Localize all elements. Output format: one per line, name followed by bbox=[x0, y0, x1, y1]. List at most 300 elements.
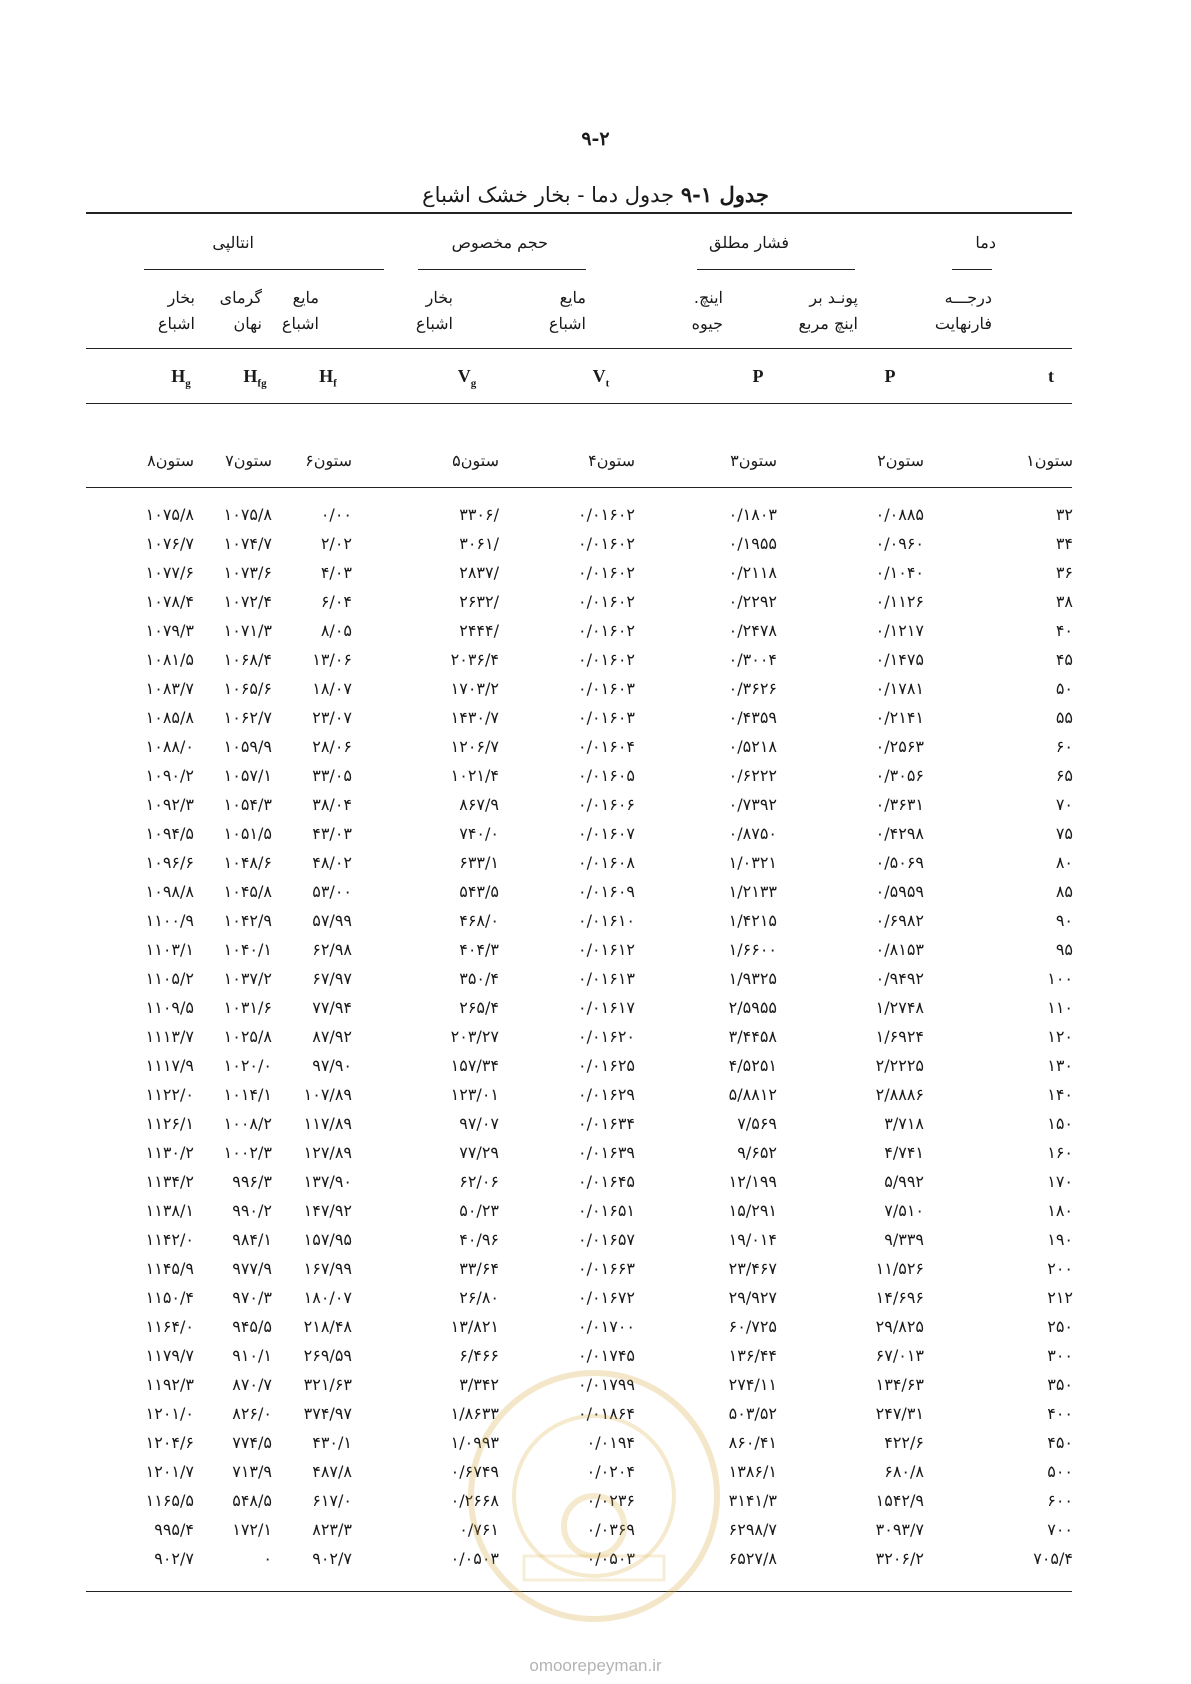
table-cell-col8: ۱۲۰۱/۰ bbox=[145, 1404, 194, 1423]
table-cell-col6: ۱۴۷/۹۲ bbox=[303, 1201, 352, 1220]
table-cell-col2: ۰/۱۲۱۷ bbox=[875, 621, 924, 640]
table-cell-col6: ۲۸/۰۶ bbox=[312, 737, 352, 756]
table-cell-col8: ۱۰۸۱/۵ bbox=[145, 650, 194, 669]
table-cell-col7: ۱۰۰۲/۳ bbox=[223, 1143, 272, 1162]
table-cell-col1: ۸۵ bbox=[1055, 882, 1073, 901]
table-cell-col4: ۰/۰۱۸۶۴ bbox=[578, 1404, 635, 1423]
table-cell-col3: ۱/۰۳۲۱ bbox=[728, 853, 777, 872]
table-cell-col2: ۲۹/۸۲۵ bbox=[875, 1317, 924, 1336]
table-cell-col6: ۴۸/۰۲ bbox=[312, 853, 352, 872]
table-cell-col2: ۰/۱۴۷۵ bbox=[875, 650, 924, 669]
table-cell-col3: ۰/۵۲۱۸ bbox=[728, 737, 777, 756]
table-cell-col4: ۰/۰۱۶۵۱ bbox=[578, 1201, 635, 1220]
table-cell-col2: ۱/۶۹۲۴ bbox=[875, 1027, 924, 1046]
table-cell-col8: ۱۱۴۵/۹ bbox=[145, 1259, 194, 1278]
table-cell-col8: ۱۲۰۱/۷ bbox=[145, 1462, 194, 1481]
table-cell-col5: ۷۴۰/۰ bbox=[459, 824, 499, 843]
table-cell-col5: ۲۶/۸۰ bbox=[459, 1288, 499, 1307]
table-cell-col1: ۷۵ bbox=[1055, 824, 1073, 843]
table-cell-col4: ۰/۰۱۷۹۹ bbox=[578, 1375, 635, 1394]
symbol-c3: P bbox=[752, 366, 764, 386]
subhead-c5-line1: بخار bbox=[425, 288, 453, 307]
subhead-c7-line2: نهان bbox=[233, 314, 262, 333]
table-cell-col4: ۰/۰۱۶۱۷ bbox=[578, 998, 635, 1017]
table-cell-col2: ۰/۴۲۹۸ bbox=[875, 824, 924, 843]
table-cell-col6: ۲۱۸/۴۸ bbox=[303, 1317, 352, 1336]
table-row bbox=[0, 795, 1191, 824]
table-cell-col5: ۶۳۳/۱ bbox=[459, 853, 499, 872]
table-cell-col4: ۰/۰۱۶۱۳ bbox=[578, 969, 635, 988]
table-cell-col1: ۲۱۲ bbox=[1047, 1288, 1073, 1307]
table-cell-col1: ۱۹۰ bbox=[1047, 1230, 1073, 1249]
table-cell-col2: ۳۲۰۶/۲ bbox=[875, 1549, 924, 1568]
table-cell-col8: ۱۱۱۷/۹ bbox=[145, 1056, 194, 1075]
table-cell-col7: ۱۰۴۲/۹ bbox=[223, 911, 272, 930]
header-rule-3 bbox=[86, 487, 1072, 488]
table-cell-col1: ۷۰ bbox=[1055, 795, 1073, 814]
subhead-c4-line1: مایع bbox=[559, 288, 586, 307]
table-cell-col5: ۲۸۳۷/ bbox=[459, 563, 499, 582]
table-cell-col6: ۶۱۷/۰ bbox=[312, 1491, 352, 1510]
table-cell-col5: ۰/۶۷۴۹ bbox=[450, 1462, 499, 1481]
table-row bbox=[0, 1114, 1191, 1143]
table-cell-col5: ۷۷/۲۹ bbox=[459, 1143, 499, 1162]
table-row bbox=[0, 1172, 1191, 1201]
table-row bbox=[0, 1143, 1191, 1172]
table-cell-col8: ۱۱۳۴/۲ bbox=[145, 1172, 194, 1191]
table-cell-col7: ۱۰۴۵/۸ bbox=[223, 882, 272, 901]
table-cell-col6: ۰/۰۰ bbox=[320, 505, 352, 524]
table-cell-col2: ۰/۰۸۸۵ bbox=[875, 505, 924, 524]
table-cell-col2: ۰/۶۹۸۲ bbox=[875, 911, 924, 930]
table-cell-col3: ۳۱۴۱/۳ bbox=[728, 1491, 777, 1510]
table-cell-col6: ۱۶۷/۹۹ bbox=[303, 1259, 352, 1278]
table-cell-col5: ۶۲/۰۶ bbox=[459, 1172, 499, 1191]
group-volume: حجم مخصوص bbox=[451, 233, 548, 252]
table-cell-col6: ۱۵۷/۹۵ bbox=[303, 1230, 352, 1249]
table-cell-col7: ۱۰۵۷/۱ bbox=[223, 766, 272, 785]
table-cell-col5: ۳/۳۴۲ bbox=[459, 1375, 499, 1394]
table-cell-col7: ۱۰۳۷/۲ bbox=[223, 969, 272, 988]
table-row bbox=[0, 505, 1191, 534]
subhead-c3-line1: اینچ. bbox=[693, 288, 723, 307]
table-cell-col5: ۶/۴۶۶ bbox=[459, 1346, 499, 1365]
table-cell-col3: ۱/۴۲۱۵ bbox=[728, 911, 777, 930]
table-cell-col2: ۰/۹۴۹۲ bbox=[875, 969, 924, 988]
table-cell-col6: ۱۰۷/۸۹ bbox=[303, 1085, 352, 1104]
table-row bbox=[0, 650, 1191, 679]
table-cell-col7: ۸۲۶/۰ bbox=[232, 1404, 272, 1423]
table-cell-col5: ۱۴۳۰/۷ bbox=[450, 708, 499, 727]
symbol-c1: t bbox=[1048, 366, 1054, 386]
table-cell-col3: ۱۹/۰۱۴ bbox=[728, 1230, 777, 1249]
table-cell-col3: ۰/۲۱۱۸ bbox=[728, 563, 777, 582]
table-cell-col8: ۱۰۹۴/۵ bbox=[145, 824, 194, 843]
table-cell-col6: ۳۸/۰۴ bbox=[312, 795, 352, 814]
table-row bbox=[0, 998, 1191, 1027]
table-cell-col4: ۰/۰۱۶۴۵ bbox=[578, 1172, 635, 1191]
table-cell-col6: ۷۷/۹۴ bbox=[312, 998, 352, 1017]
table-cell-col5: ۱۳/۸۲۱ bbox=[450, 1317, 499, 1336]
table-cell-col4: ۰/۰۱۶۰۲ bbox=[578, 563, 635, 582]
table-cell-col1: ۱۳۰ bbox=[1047, 1056, 1073, 1075]
table-cell-col7: ۹۷۰/۳ bbox=[232, 1288, 272, 1307]
table-row bbox=[0, 737, 1191, 766]
table-cell-col7: ۱۰۵۹/۹ bbox=[223, 737, 272, 756]
table-cell-col4: ۰/۰۵۰۳ bbox=[586, 1549, 635, 1568]
table-cell-col4: ۰/۰۱۶۳۴ bbox=[578, 1114, 635, 1133]
table-cell-col8: ۱۰۷۸/۴ bbox=[145, 592, 194, 611]
table-cell-col3: ۱۳۶/۴۴ bbox=[728, 1346, 777, 1365]
subhead-c2-line2: اینچ مربع bbox=[798, 314, 858, 333]
table-cell-col4: ۰/۰۱۶۷۲ bbox=[578, 1288, 635, 1307]
table-cell-col1: ۵۰ bbox=[1055, 679, 1073, 698]
table-cell-col1: ۹۰ bbox=[1055, 911, 1073, 930]
table-cell-col5: ۱۷۰۳/۲ bbox=[450, 679, 499, 698]
table-cell-col4: ۰/۰۱۶۲۹ bbox=[578, 1085, 635, 1104]
table-cell-col2: ۶۸۰/۸ bbox=[884, 1462, 924, 1481]
table-cell-col4: ۰/۰۱۶۰۸ bbox=[578, 853, 635, 872]
table-cell-col3: ۰/۴۳۵۹ bbox=[728, 708, 777, 727]
table-cell-col3: ۵۰۳/۵۲ bbox=[728, 1404, 777, 1423]
table-cell-col5: ۱/۰۹۹۳ bbox=[450, 1433, 499, 1452]
table-cell-col6: ۸/۰۵ bbox=[320, 621, 352, 640]
table-cell-col4: ۰/۰۱۶۰۹ bbox=[578, 882, 635, 901]
table-cell-col3: ۰/۶۲۲۲ bbox=[728, 766, 777, 785]
table-cell-col6: ۳۷۴/۹۷ bbox=[303, 1404, 352, 1423]
col-label-7: ستون۷ bbox=[225, 451, 272, 470]
table-cell-col2: ۴/۷۴۱ bbox=[884, 1143, 924, 1162]
table-cell-col7: ۷۱۳/۹ bbox=[232, 1462, 272, 1481]
table-cell-col3: ۱۵/۲۹۱ bbox=[728, 1201, 777, 1220]
table-cell-col7: ۱۰۳۱/۶ bbox=[223, 998, 272, 1017]
table-cell-col7: ۱۰۴۸/۶ bbox=[223, 853, 272, 872]
table-cell-col8: ۱۱۲۲/۰ bbox=[145, 1085, 194, 1104]
table-cell-col7: ۱۰۵۱/۵ bbox=[223, 824, 272, 843]
table-cell-col5: ۵۰/۲۳ bbox=[459, 1201, 499, 1220]
table-cell-col5: ۰/۰۵۰۳ bbox=[450, 1549, 499, 1568]
subhead-c4-line2: اشباع bbox=[548, 314, 586, 333]
table-cell-col4: ۰/۰۳۶۹ bbox=[586, 1520, 635, 1539]
table-cell-col2: ۵/۹۹۲ bbox=[884, 1172, 924, 1191]
table-cell-col3: ۶۵۲۷/۸ bbox=[728, 1549, 777, 1568]
subhead-c2-line1: پونـد بر bbox=[809, 288, 858, 307]
table-cell-col8: ۱۰۸۳/۷ bbox=[145, 679, 194, 698]
table-cell-col6: ۶/۰۴ bbox=[320, 592, 352, 611]
table-cell-col1: ۵۰۰ bbox=[1047, 1462, 1073, 1481]
table-cell-col2: ۱۳۴/۶۳ bbox=[875, 1375, 924, 1394]
table-cell-col1: ۴۵ bbox=[1055, 650, 1073, 669]
table-cell-col2: ۲/۲۲۲۵ bbox=[875, 1056, 924, 1075]
table-cell-col1: ۲۵۰ bbox=[1047, 1317, 1073, 1336]
table-cell-col2: ۶۷/۰۱۳ bbox=[875, 1346, 924, 1365]
table-row bbox=[0, 592, 1191, 621]
table-cell-col6: ۱۸۰/۰۷ bbox=[303, 1288, 352, 1307]
table-cell-col7: ۱۰۲۰/۰ bbox=[223, 1056, 272, 1075]
table-cell-col7: ۱۰۵۴/۳ bbox=[223, 795, 272, 814]
table-cell-col8: ۱۱۶۴/۰ bbox=[145, 1317, 194, 1336]
table-cell-col7: ۱۰۶۸/۴ bbox=[223, 650, 272, 669]
table-title bbox=[0, 182, 1191, 207]
table-cell-col7: ۱۰۷۴/۷ bbox=[223, 534, 272, 553]
table-cell-col7: ۹۷۷/۹ bbox=[232, 1259, 272, 1278]
table-cell-col3: ۰/۱۹۵۵ bbox=[728, 534, 777, 553]
table-cell-col1: ۱۲۰ bbox=[1047, 1027, 1073, 1046]
symbol-c6: $H_f$ bbox=[319, 366, 337, 390]
table-cell-col5: ۱۵۷/۳۴ bbox=[450, 1056, 499, 1075]
symbol-c8: $H_g$ bbox=[171, 366, 191, 390]
table-cell-col7: ۱۰۷۲/۴ bbox=[223, 592, 272, 611]
table-cell-col6: ۵۷/۹۹ bbox=[312, 911, 352, 930]
table-cell-col4: ۰/۰۱۶۶۳ bbox=[578, 1259, 635, 1278]
subhead-c6-line1: مایع bbox=[292, 288, 319, 307]
table-cell-col1: ۳۲ bbox=[1055, 505, 1073, 524]
table-cell-col7: ۱۰۴۰/۱ bbox=[223, 940, 272, 959]
table-row bbox=[0, 882, 1191, 911]
table-cell-col5: ۵۴۳/۵ bbox=[459, 882, 499, 901]
symbol-c2: P bbox=[884, 366, 896, 386]
table-cell-col3: ۱/۹۳۲۵ bbox=[728, 969, 777, 988]
table-cell-col3: ۱۳۸۶/۱ bbox=[728, 1462, 777, 1481]
table-cell-col6: ۸۷/۹۲ bbox=[312, 1027, 352, 1046]
table-cell-col1: ۱۰۰ bbox=[1047, 969, 1073, 988]
table-row bbox=[0, 766, 1191, 795]
table-cell-col5: ۲۰۳۶/۴ bbox=[450, 650, 499, 669]
table-cell-col3: ۶۰/۷۲۵ bbox=[728, 1317, 777, 1336]
table-cell-col4: ۰/۰۱۶۰۶ bbox=[578, 795, 635, 814]
table-cell-col3: ۵/۸۸۱۲ bbox=[728, 1085, 777, 1104]
table-cell-col3: ۰/۱۸۰۳ bbox=[728, 505, 777, 524]
table-cell-col7: ۱۰۰۸/۲ bbox=[223, 1114, 272, 1133]
table-cell-col4: ۰/۰۱۶۲۰ bbox=[578, 1027, 635, 1046]
header-rule-2 bbox=[86, 403, 1072, 404]
table-cell-col8: ۱۰۷۵/۸ bbox=[145, 505, 194, 524]
symbol-c5: $V_g$ bbox=[457, 366, 477, 390]
table-cell-col7: ۱۰۱۴/۱ bbox=[223, 1085, 272, 1104]
table-cell-col3: ۱/۶۶۰۰ bbox=[728, 940, 777, 959]
table-cell-col7: ۱۰۷۱/۳ bbox=[223, 621, 272, 640]
table-cell-col1: ۱۶۰ bbox=[1047, 1143, 1073, 1162]
table-cell-col1: ۲۰۰ bbox=[1047, 1259, 1073, 1278]
table-cell-col5: ۳۰۶۱/ bbox=[459, 534, 499, 553]
table-row bbox=[0, 1085, 1191, 1114]
subhead-c5-line2: اشباع bbox=[415, 314, 453, 333]
table-cell-col3: ۲۷۴/۱۱ bbox=[728, 1375, 777, 1394]
table-row bbox=[0, 1056, 1191, 1085]
table-top-rule bbox=[86, 212, 1072, 214]
table-cell-col8: ۱۰۹۲/۳ bbox=[145, 795, 194, 814]
table-cell-col4: ۰/۰۲۰۴ bbox=[586, 1462, 635, 1481]
table-row bbox=[0, 1288, 1191, 1317]
table-cell-col1: ۱۸۰ bbox=[1047, 1201, 1073, 1220]
table-cell-col2: ۰/۸۱۵۳ bbox=[875, 940, 924, 959]
table-cell-col8: ۱۱۵۰/۴ bbox=[145, 1288, 194, 1307]
table-cell-col2: ۰/۳۰۵۶ bbox=[875, 766, 924, 785]
table-cell-col2: ۰/۵۹۵۹ bbox=[875, 882, 924, 901]
table-cell-col7: ۹۱۰/۱ bbox=[232, 1346, 272, 1365]
table-cell-col4: ۰/۰۱۶۰۳ bbox=[578, 708, 635, 727]
group-temp: دما bbox=[975, 233, 996, 252]
table-cell-col5: ۴۰۴/۳ bbox=[459, 940, 499, 959]
table-cell-col8: ۱۰۹۶/۶ bbox=[145, 853, 194, 872]
table-cell-col4: ۰/۰۱۶۱۰ bbox=[578, 911, 635, 930]
table-row bbox=[0, 911, 1191, 940]
table-cell-col2: ۰/۲۱۴۱ bbox=[875, 708, 924, 727]
table-cell-col3: ۲/۵۹۵۵ bbox=[728, 998, 777, 1017]
table-cell-col2: ۱۵۴۲/۹ bbox=[875, 1491, 924, 1510]
table-cell-col4: ۰/۰۱۶۰۵ bbox=[578, 766, 635, 785]
table-cell-col1: ۶۰۰ bbox=[1047, 1491, 1073, 1510]
table-cell-col7: ۱۰۶۲/۷ bbox=[223, 708, 272, 727]
table-cell-col3: ۲۹/۹۲۷ bbox=[728, 1288, 777, 1307]
table-cell-col8: ۹۹۵/۴ bbox=[154, 1520, 194, 1539]
table-row bbox=[0, 1201, 1191, 1230]
table-cell-col1: ۴۰ bbox=[1055, 621, 1073, 640]
table-cell-col2: ۰/۵۰۶۹ bbox=[875, 853, 924, 872]
table-cell-col5: ۰/۲۶۶۸ bbox=[450, 1491, 499, 1510]
table-cell-col2: ۳۰۹۳/۷ bbox=[875, 1520, 924, 1539]
table-cell-col4: ۰/۰۱۶۰۳ bbox=[578, 679, 635, 698]
table-cell-col6: ۴۸۷/۸ bbox=[312, 1462, 352, 1481]
subhead-c1-line2: فارنهایت bbox=[934, 314, 992, 333]
table-cell-col8: ۱۰۸۵/۸ bbox=[145, 708, 194, 727]
table-cell-col8: ۱۰۸۸/۰ bbox=[145, 737, 194, 756]
table-cell-col6: ۹۷/۹۰ bbox=[312, 1056, 352, 1075]
group-enthalpy: انتالپی bbox=[212, 233, 254, 252]
table-cell-col6: ۴۳۰/۱ bbox=[312, 1433, 352, 1452]
table-cell-col6: ۱۳۷/۹۰ bbox=[303, 1172, 352, 1191]
table-cell-col7: ۷۷۴/۵ bbox=[232, 1433, 272, 1452]
table-cell-col5: ۲۶۳۲/ bbox=[459, 592, 499, 611]
table-cell-col1: ۷۰۰ bbox=[1047, 1520, 1073, 1539]
table-cell-col7: ۱۰۲۵/۸ bbox=[223, 1027, 272, 1046]
table-cell-col6: ۵۳/۰۰ bbox=[312, 882, 352, 901]
table-cell-col4: ۰/۰۲۳۶ bbox=[586, 1491, 635, 1510]
gear-icon bbox=[494, 1396, 694, 1596]
table-cell-col4: ۰/۰۱۶۰۲ bbox=[578, 534, 635, 553]
table-cell-col7: ۹۸۴/۱ bbox=[232, 1230, 272, 1249]
table-cell-col6: ۹۰۲/۷ bbox=[312, 1549, 352, 1568]
table-cell-col7: ۰ bbox=[263, 1549, 272, 1568]
col-label-3: ستون۳ bbox=[730, 451, 777, 470]
table-cell-col3: ۰/۳۶۲۶ bbox=[728, 679, 777, 698]
table-cell-col6: ۶۲/۹۸ bbox=[312, 940, 352, 959]
symbol-c4: $V_t$ bbox=[592, 366, 610, 390]
subhead-c3-line2: جیوه bbox=[691, 314, 723, 333]
table-cell-col4: ۰/۰۱۶۳۹ bbox=[578, 1143, 635, 1162]
page-number: ۹-۲ bbox=[581, 128, 610, 150]
table-cell-col1: ۴۰۰ bbox=[1047, 1404, 1073, 1423]
table-row bbox=[0, 824, 1191, 853]
table-cell-col1: ۱۱۰ bbox=[1047, 998, 1073, 1017]
table-cell-col8: ۱۱۴۲/۰ bbox=[145, 1230, 194, 1249]
table-cell-col3: ۶۲۹۸/۷ bbox=[728, 1520, 777, 1539]
table-cell-col6: ۲۶۹/۵۹ bbox=[303, 1346, 352, 1365]
table-cell-col7: ۵۴۸/۵ bbox=[232, 1491, 272, 1510]
table-cell-col2: ۹/۳۳۹ bbox=[884, 1230, 924, 1249]
table-cell-col2: ۰/۱۷۸۱ bbox=[875, 679, 924, 698]
table-cell-col1: ۳۰۰ bbox=[1047, 1346, 1073, 1365]
table-cell-col2: ۰/۲۵۶۳ bbox=[875, 737, 924, 756]
table-row bbox=[0, 1259, 1191, 1288]
table-cell-col6: ۲۳/۰۷ bbox=[312, 708, 352, 727]
table-row bbox=[0, 1027, 1191, 1056]
table-row bbox=[0, 1317, 1191, 1346]
table-row bbox=[0, 940, 1191, 969]
table-cell-col6: ۱۸/۰۷ bbox=[312, 679, 352, 698]
table-cell-col2: ۰/۳۶۳۱ bbox=[875, 795, 924, 814]
table-cell-col5: ۲۶۵/۴ bbox=[459, 998, 499, 1017]
table-cell-col2: ۲۴۷/۳۱ bbox=[875, 1404, 924, 1423]
table-cell-col4: ۰/۰۱۶۲۵ bbox=[578, 1056, 635, 1075]
table-cell-col8: ۱۲۰۴/۶ bbox=[145, 1433, 194, 1452]
col-label-2: ستون۲ bbox=[877, 451, 924, 470]
table-cell-col4: ۰/۰۱۷۴۵ bbox=[578, 1346, 635, 1365]
table-cell-col4: ۰/۰۱۷۰۰ bbox=[578, 1317, 635, 1336]
table-cell-col1: ۵۵ bbox=[1055, 708, 1073, 727]
table-cell-col5: ۴۰/۹۶ bbox=[459, 1230, 499, 1249]
table-cell-col5: ۳۳۰۶/ bbox=[459, 505, 499, 524]
table-cell-col5: ۲۰۳/۲۷ bbox=[450, 1027, 499, 1046]
table-cell-col1: ۱۵۰ bbox=[1047, 1114, 1073, 1133]
table-cell-col4: ۰/۰۱۶۰۲ bbox=[578, 505, 635, 524]
table-cell-col2: ۴۲۲/۶ bbox=[884, 1433, 924, 1452]
table-cell-col4: ۰/۰۱۹۴ bbox=[586, 1433, 635, 1452]
col-label-5: ستون۵ bbox=[452, 451, 499, 470]
table-cell-col8: ۱۱۲۶/۱ bbox=[145, 1114, 194, 1133]
col-label-6: ستون۶ bbox=[305, 451, 352, 470]
subhead-c8-line1: بخار bbox=[167, 288, 195, 307]
table-cell-col2: ۰/۰۹۶۰ bbox=[875, 534, 924, 553]
table-row bbox=[0, 563, 1191, 592]
table-cell-col3: ۹/۶۵۲ bbox=[737, 1143, 777, 1162]
table-cell-col6: ۴/۰۳ bbox=[320, 563, 352, 582]
table-cell-col8: ۱۰۹۰/۲ bbox=[145, 766, 194, 785]
table-cell-col5: ۱/۸۶۳۳ bbox=[450, 1404, 499, 1423]
table-cell-col3: ۸۶۰/۴۱ bbox=[728, 1433, 777, 1452]
subhead-c1-line1: درجـــه bbox=[944, 288, 992, 307]
table-row bbox=[0, 708, 1191, 737]
table-cell-col5: ۸۶۷/۹ bbox=[459, 795, 499, 814]
table-cell-col7: ۱۰۷۵/۸ bbox=[223, 505, 272, 524]
subhead-c8-line2: اشباع bbox=[157, 314, 195, 333]
table-cell-col3: ۲۳/۴۶۷ bbox=[728, 1259, 777, 1278]
table-cell-col3: ۰/۸۷۵۰ bbox=[728, 824, 777, 843]
table-cell-col1: ۶۰ bbox=[1055, 737, 1073, 756]
col-label-4: ستون۴ bbox=[588, 451, 635, 470]
table-cell-col3: ۱/۲۱۳۳ bbox=[728, 882, 777, 901]
watermark-seal bbox=[468, 1370, 720, 1622]
table-cell-col3: ۰/۲۴۷۸ bbox=[728, 621, 777, 640]
table-cell-col4: ۰/۰۱۶۱۲ bbox=[578, 940, 635, 959]
table-cell-col1: ۳۶ bbox=[1055, 563, 1073, 582]
temp-group-line bbox=[952, 269, 992, 270]
table-cell-col8: ۱۰۹۸/۸ bbox=[145, 882, 194, 901]
table-cell-col8: ۱۰۷۷/۶ bbox=[145, 563, 194, 582]
table-cell-col6: ۶۷/۹۷ bbox=[312, 969, 352, 988]
col-label-8: ستون۸ bbox=[147, 451, 194, 470]
table-cell-col6: ۳۳/۰۵ bbox=[312, 766, 352, 785]
table-cell-col7: ۱۰۶۵/۶ bbox=[223, 679, 272, 698]
enthalpy-group-line bbox=[144, 269, 384, 270]
table-cell-col4: ۰/۰۱۶۰۲ bbox=[578, 621, 635, 640]
table-cell-col6: ۳۲۱/۶۳ bbox=[303, 1375, 352, 1394]
col-label-1: ستون۱ bbox=[1026, 451, 1073, 470]
table-cell-col6: ۲/۰۲ bbox=[320, 534, 352, 553]
table-cell-col3: ۱۲/۱۹۹ bbox=[728, 1172, 777, 1191]
table-cell-col5: ۰/۷۶۱ bbox=[459, 1520, 499, 1539]
table-cell-col1: ۴۵۰ bbox=[1047, 1433, 1073, 1452]
